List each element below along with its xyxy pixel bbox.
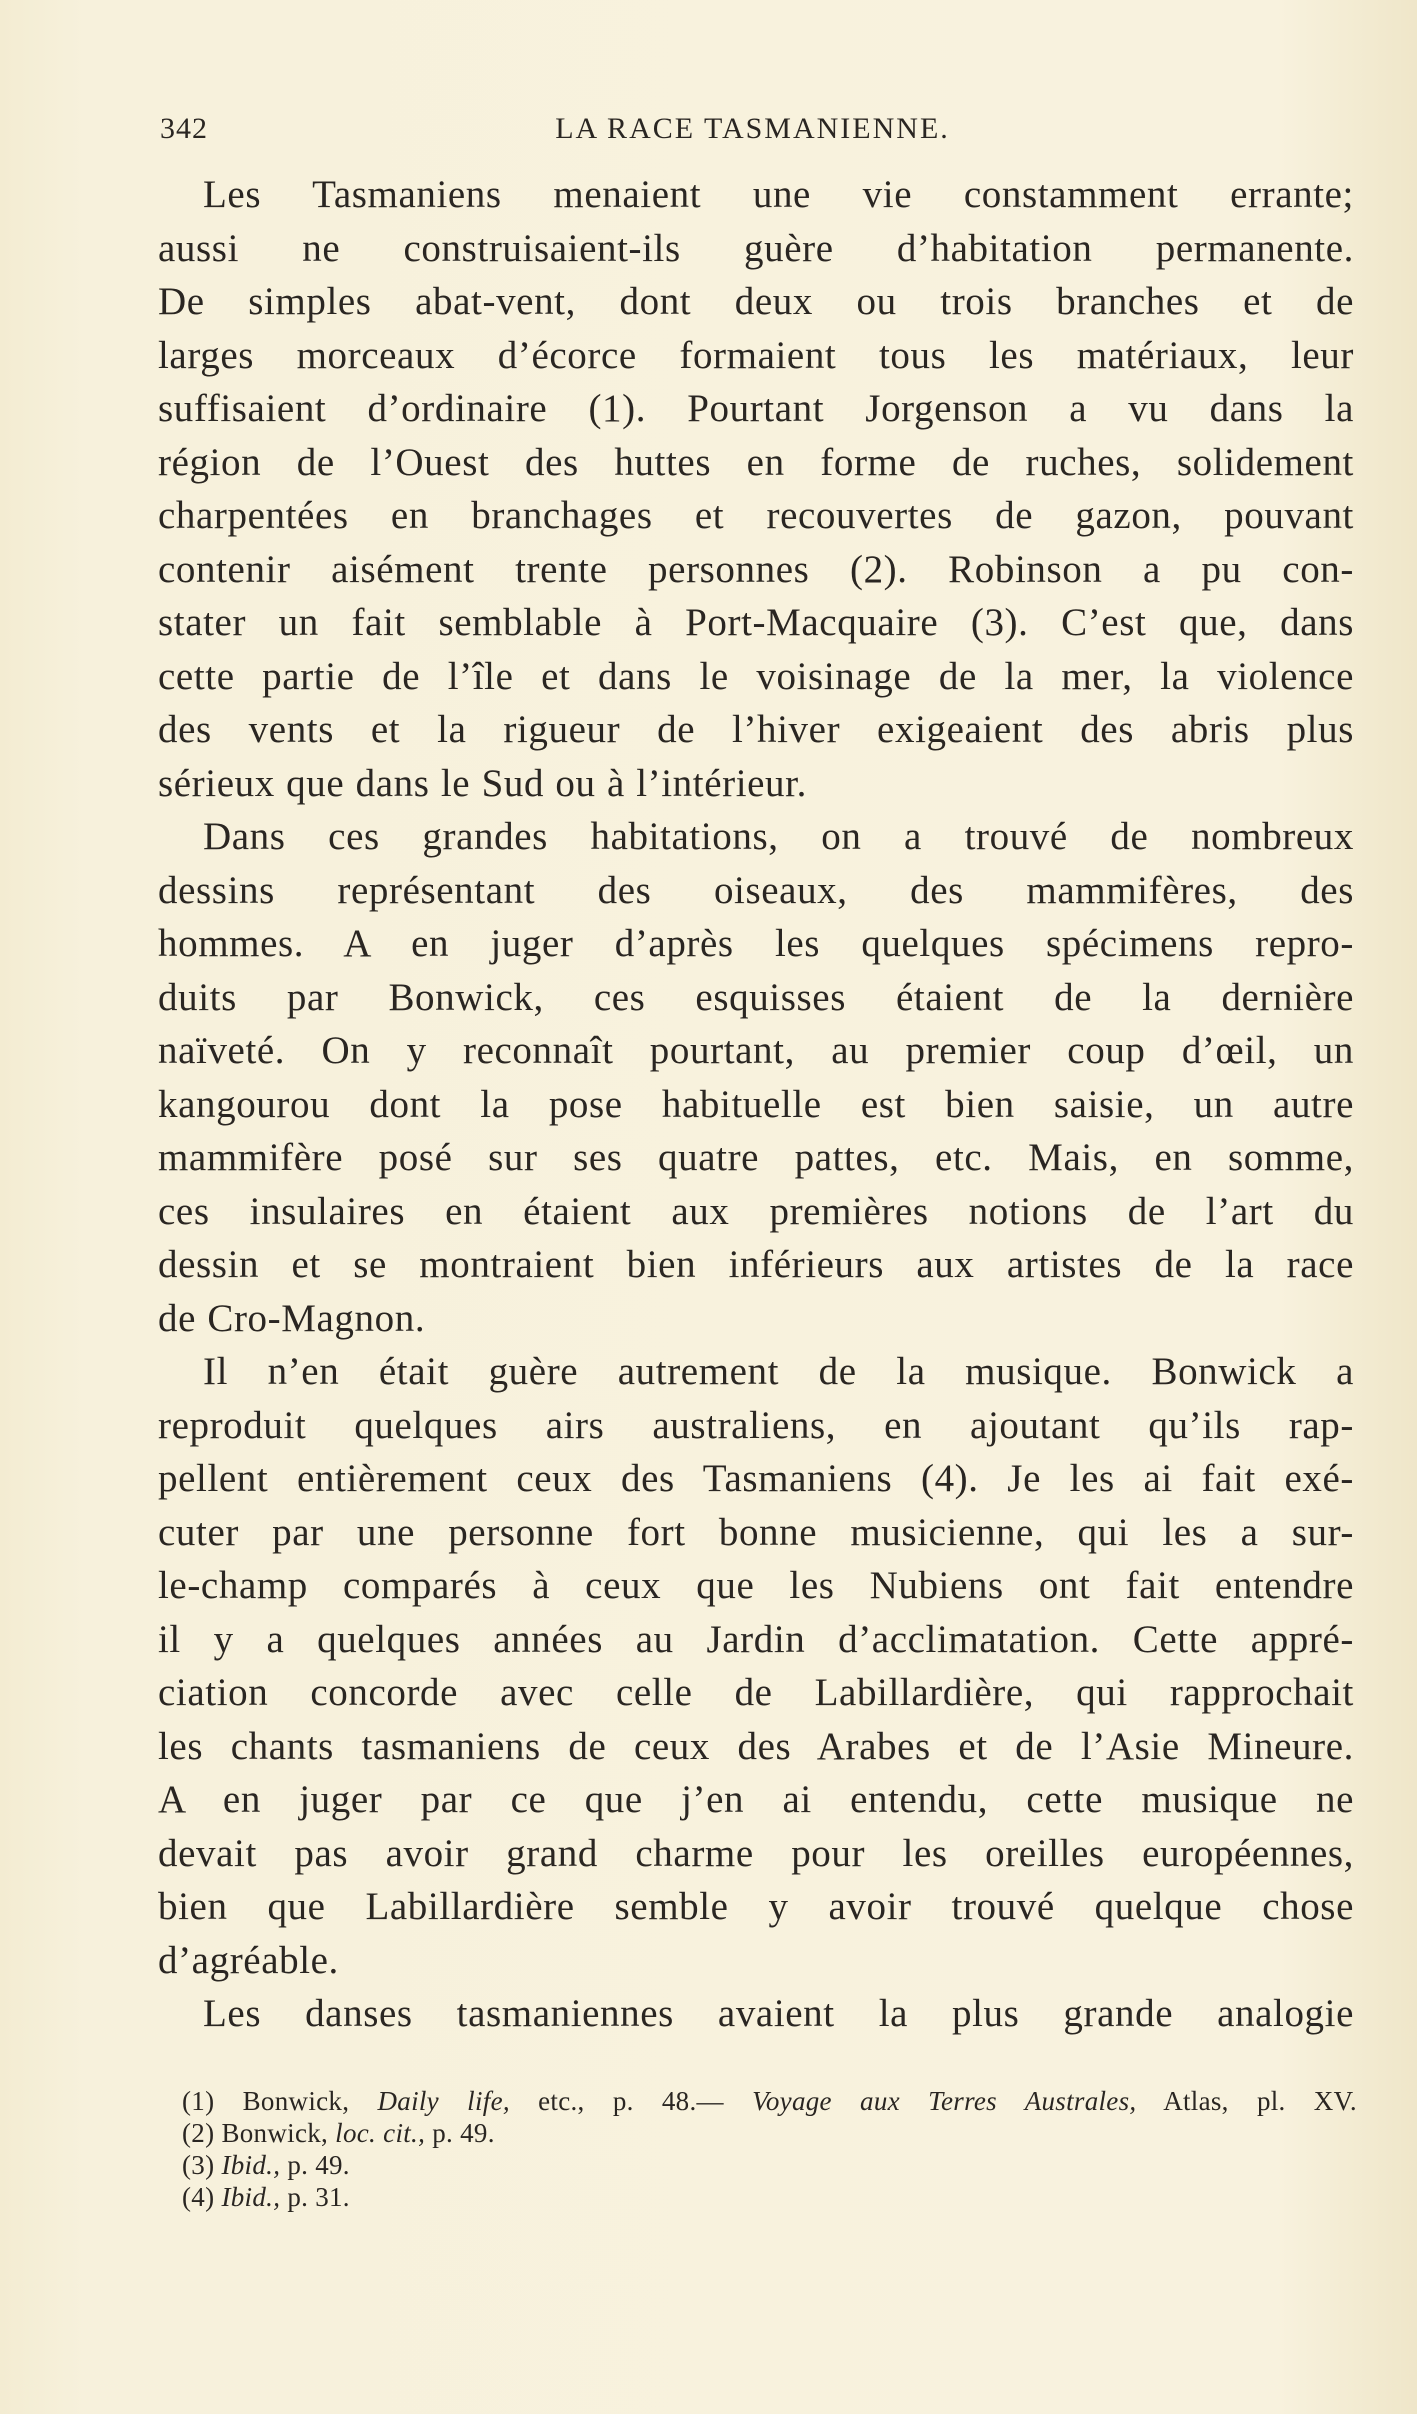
text-line: cuter par une personne fort bonne musicienne, qui les a sur- (158, 1510, 1354, 1554)
text-line: duits par Bonwick, ces esquisses étaient de la dernière (158, 975, 1354, 1019)
text-line: mammifère posé sur ses quatre pattes, etc. Mais, en somme, (158, 1136, 1354, 1179)
text-line: dessins représentant des oiseaux, des mammifères, des (158, 868, 1354, 912)
footnote (182, 2181, 1357, 2213)
text-line: contenir aisément trente personnes (2). Robinson a pu con- (158, 547, 1354, 591)
footnote-work: Ibid., (221, 2150, 281, 2180)
footnote-work: Ibid., (221, 2182, 281, 2212)
text-line: de Cro-Magnon. (158, 1296, 426, 1340)
footnote-reference: etc., p. 48.— (538, 2086, 724, 2116)
page-header (160, 112, 1345, 152)
text-line: larges morceaux d’écorce formaient tous les matériaux, leur (158, 333, 1354, 377)
text-line: pellent entièrement ceux des Tasmaniens (4). Je les ai fait exé- (158, 1457, 1354, 1500)
text-line: stater un fait semblable à Port-Macquaire (3). C’est que, dans (158, 601, 1354, 644)
footnote-reference: p. 49. (287, 2150, 350, 2180)
text-line: aussi ne construisaient-ils guère d’habitation permanente. (158, 226, 1354, 270)
text-line: Les danses tasmaniennes avaient la plus grande analogie (203, 1992, 1354, 2035)
page-number: 342 (160, 112, 208, 145)
footnote (182, 2117, 1357, 2149)
text-line: dessin et se montraient bien inférieurs aux artistes de la race (158, 1243, 1354, 1286)
text-line: cette partie de l’île et dans le voisinage de la mer, la violence (158, 654, 1354, 698)
text-line: Dans ces grandes habitations, on a trouvé de nombreux (203, 815, 1354, 858)
text-line: ciation concorde avec celle de Labillardière, qui rapprochait (158, 1671, 1354, 1714)
footnotes (182, 2085, 1357, 2213)
text-line: kangourou dont la pose habituelle est bien saisie, un autre (158, 1082, 1354, 1126)
text-line: De simples abat-vent, dont deux ou trois branches et de (158, 280, 1354, 323)
text-line: d’agréable. (158, 1938, 339, 1982)
text-line: région de l’Ouest des huttes en forme de ruches, solidement (158, 440, 1354, 484)
text-line: reproduit quelques airs australiens, en ajoutant qu’ils rap- (158, 1403, 1354, 1447)
footnote-marker: (3) (182, 2150, 215, 2180)
text-line: ces insulaires en étaient aux premières notions de l’art du (158, 1189, 1354, 1233)
text-line: bien que Labillardière semble y avoir trouvé quelque chose (158, 1885, 1354, 1928)
footnote-work: Voyage aux Terres Australes, (752, 2086, 1137, 2116)
text-line: Les Tasmaniens menaient une vie constamment errante; (203, 173, 1354, 216)
footnote-marker: (2) (182, 2118, 215, 2148)
footnote-work: Daily life, (377, 2086, 510, 2116)
text-line: suffisaient d’ordinaire (1). Pourtant Jorgenson a vu dans la (158, 387, 1354, 430)
footnote-reference: p. 31. (287, 2182, 350, 2212)
text-line: il y a quelques années au Jardin d’acclimatation. Cette appré- (158, 1617, 1354, 1661)
footnote-author: Bonwick, (242, 2086, 350, 2116)
running-title: LA RACE TASMANIENNE. (555, 112, 950, 145)
text-line: devait pas avoir grand charme pour les oreilles européennes, (158, 1831, 1354, 1875)
text-line: hommes. A en juger d’après les quelques spécimens repro- (158, 922, 1354, 965)
text-line: les chants tasmaniens de ceux des Arabes et de l’Asie Mineure. (158, 1724, 1354, 1768)
footnote-author: Bonwick, (221, 2118, 329, 2148)
footnote-reference: p. 49. (432, 2118, 495, 2148)
body-text (158, 168, 1354, 2041)
text-line: le-champ comparés à ceux que les Nubiens ont fait entendre (158, 1564, 1354, 1607)
footnote-reference: Atlas, pl. XV. (1163, 2086, 1357, 2116)
text-line: Il n’en était guère autrement de la musique. Bonwick a (203, 1350, 1354, 1393)
text-line: A en juger par ce que j’en ai entendu, cette musique ne (158, 1778, 1354, 1821)
text-line: sérieux que dans le Sud ou à l’intérieur. (158, 761, 807, 805)
footnote-marker: (1) (182, 2086, 215, 2116)
text-line: des vents et la rigueur de l’hiver exigeaient des abris plus (158, 708, 1354, 751)
footnote-work: loc. cit., (335, 2118, 426, 2148)
footnote-marker: (4) (182, 2182, 215, 2212)
text-line: naïveté. On y reconnaît pourtant, au premier coup d’œil, un (158, 1029, 1354, 1072)
footnote (182, 2085, 1357, 2117)
footnote (182, 2149, 1357, 2181)
text-line: charpentées en branchages et recouvertes de gazon, pouvant (158, 494, 1354, 537)
